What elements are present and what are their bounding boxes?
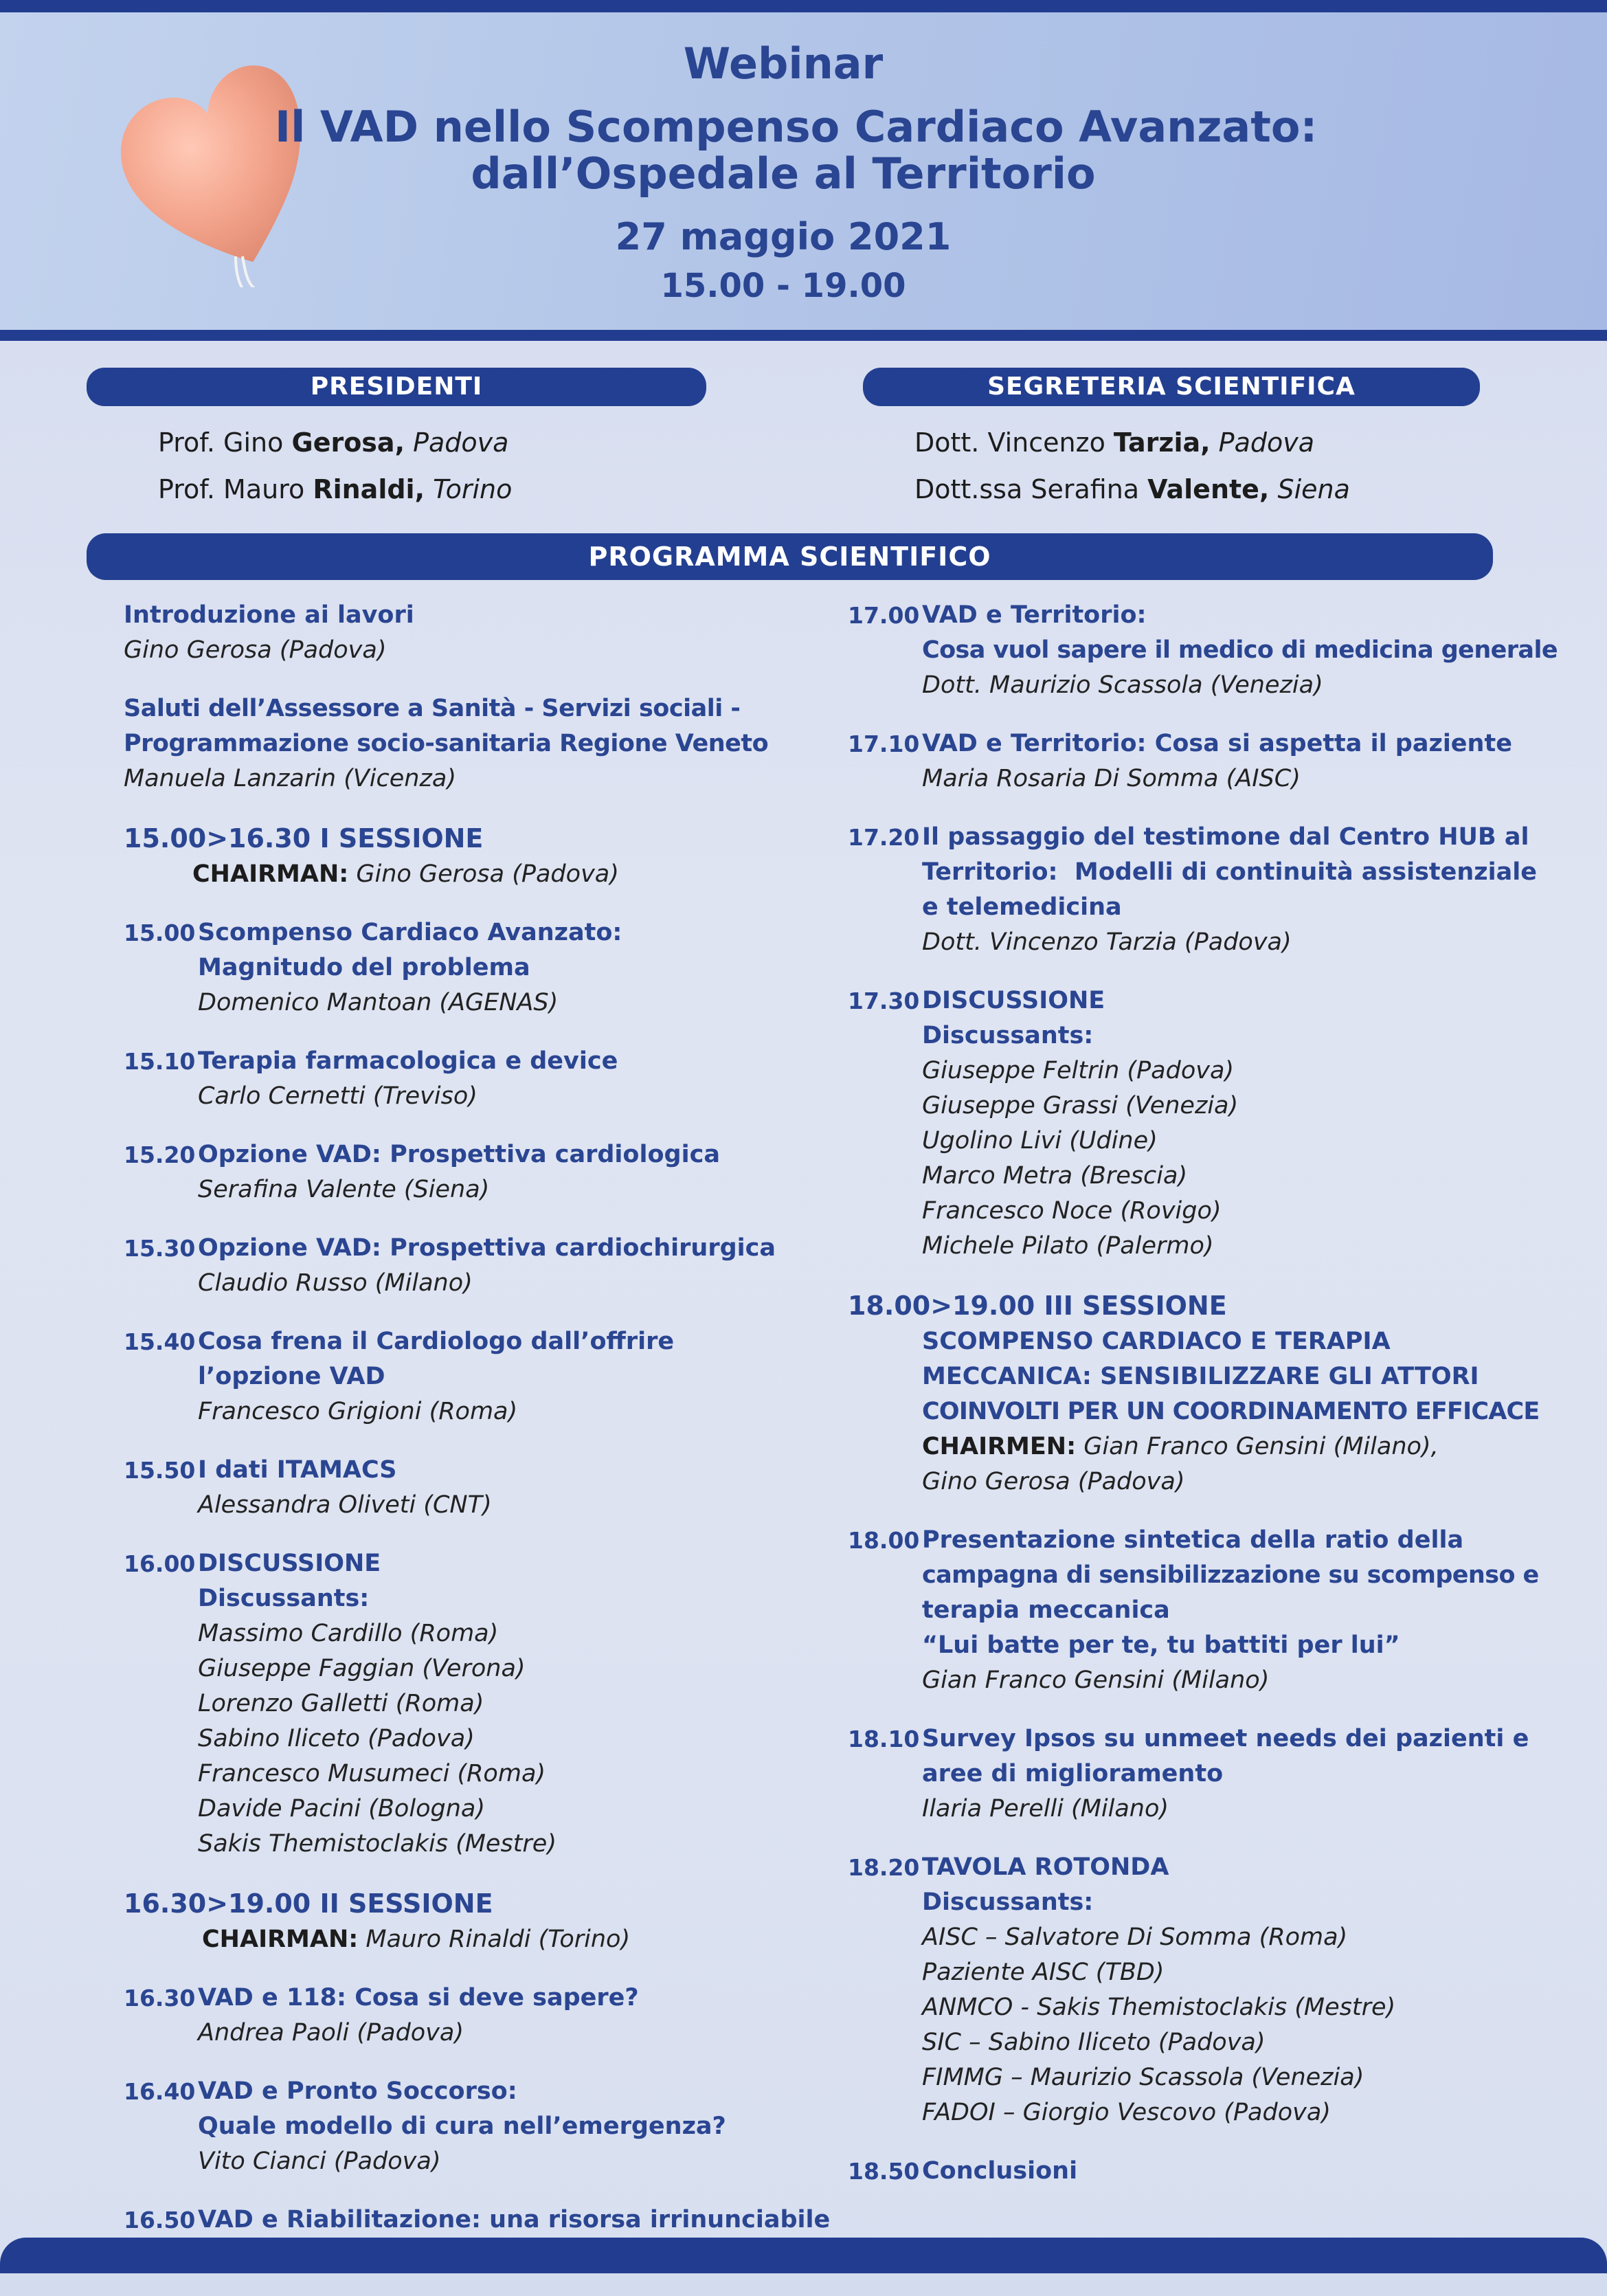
header-banner [0,12,1607,330]
discussant: Michele Pilato (Palermo) [922,1232,1214,1260]
segreteria-tarzia: Dott. Vincenzo Tarzia, Padova [914,427,1315,458]
discussant: Marco Metra (Brescia) [922,1162,1188,1190]
discussant: Sakis Themistoclakis (Mestre) [198,1830,557,1858]
top-border [0,0,1607,12]
presidente-rinaldi: Prof. Mauro Rinaldi, Torino [158,474,513,504]
session-2-header: 16.30>19.00 II SESSIONE CHAIRMAN: Mauro Rinaldi (Torino) [124,1888,631,1953]
discussant: Francesco Noce (Rovigo) [922,1197,1222,1225]
program-item-1600: 16.00 DISCUSSIONE Discussants: Massimo Cardillo (Roma) Giuseppe Faggian (Verona) Lorenzo Galletti (Roma) Sabino Iliceto (Padova) Francesco Musumeci (Roma) Davide Pacini (Bologna) Sakis Themistoclakis (Mestre) [124,1546,824,1862]
discussant: SIC – Sabino Iliceto (Padova) [922,2029,1266,2056]
program-item-1530: 15.30 Opzione VAD: Prospettiva cardiochirurgica Claudio Russo (Milano) [124,1234,776,1297]
program-item-intro: Introduzione ai lavori Gino Gerosa (Padova) [124,601,414,664]
discussant: Paziente AISC (TBD) [922,1959,1165,1986]
discussant: Lorenzo Galletti (Roma) [198,1690,484,1717]
discussant: Ugolino Livi (Udine) [922,1127,1158,1155]
program-item-1850: 18.50 Conclusioni [848,2157,1078,2185]
program-item-1520: 15.20 Opzione VAD: Prospettiva cardiologica Serafina Valente (Siena) [124,1141,720,1203]
program-item-1700: 17.00 VAD e Territorio: Cosa vuol sapere il medico di medicina generale Dott. Maurizio Scassola (Venezia) [848,601,1558,699]
program-item-1500: 15.00 Scompenso Cardiaco Avanzato: Magnitudo del problema Domenico Mantoan (AGENAS) [124,919,622,1016]
presidenti-heading: PRESIDENTI [87,368,706,406]
segreteria-heading: SEGRETERIA SCIENTIFICA [863,368,1480,406]
discussant: Giuseppe Faggian (Verona) [198,1655,526,1682]
event-time: 15.00 - 19.00 [660,267,906,305]
program-item-1720: 17.20 Il passaggio del testimone dal Centro HUB al Territorio: Modelli di continuità assistenziale e telemedicina Dott. Vincenzo Tarzia (Padova) [848,823,1538,956]
webinar-label: Webinar [683,38,884,89]
program-item-1730: 17.30 DISCUSSIONE Discussants: Giuseppe Feltrin (Padova) Giuseppe Grassi (Venezia) Ugolino Livi (Udine) Marco Metra (Brescia) Francesco Noce (Rovigo) Michele Pilato (Palermo) [848,983,1576,1264]
program-item-1510: 15.10 Terapia farmacologica e device Carlo Cernetti (Treviso) [124,1047,618,1110]
program-item-1640: 16.40 VAD e Pronto Soccorso: Quale modello di cura nell’emergenza? Vito Cianci (Padova) [124,2077,726,2175]
presidente-gerosa: Prof. Gino Gerosa, Padova [158,427,509,458]
session-1-header: 15.00>16.30 I SESSIONE CHAIRMAN: Gino Gerosa (Padova) [124,823,619,888]
banner-divider [0,330,1607,341]
bottom-border [0,2238,1607,2273]
title-line-2: dall’Ospedale al Territorio [471,148,1096,199]
discussant: AISC – Salvatore Di Somma (Roma) [922,1924,1348,1951]
discussant: ANMCO - Sakis Themistoclakis (Mestre) [922,1994,1396,2021]
program-item-1650: 16.50 VAD e Riabilitazione: una risorsa irrinunciabile [124,2206,831,2233]
session-3-header: 18.00>19.00 III SESSIONE SCOMPENSO CARDIACO E TERAPIA MECCANICA: SENSIBILIZZARE GLI ATTORI COINVOLTI PER UN COORDINAMENTO EFFICACE CHAIRMEN: Gian Franco Gensini (Milano), Gino Gerosa (Padova) [848,1291,1540,1495]
programma-heading: PROGRAMMA SCIENTIFICO [87,533,1493,580]
program-right-column [848,598,1576,2212]
program-item-1810: 18.10 Survey Ipsos su unmeet needs dei pazienti e aree di miglioramento Ilaria Perelli (Milano) [848,1725,1529,1823]
title-line-1: Il VAD nello Scompenso Cardiaco Avanzato: [275,102,1318,152]
program-item-1710: 17.10 VAD e Territorio: Cosa si aspetta il paziente Maria Rosaria Di Somma (AISC) [848,730,1512,792]
event-date: 27 maggio 2021 [615,215,952,258]
discussant: Giuseppe Feltrin (Padova) [922,1057,1235,1084]
discussant: FADOI – Giorgio Vescovo (Padova) [922,2099,1331,2126]
discussant: Davide Pacini (Bologna) [198,1795,485,1823]
program-item-1800: 18.00 Presentazione sintetica della ratio della campagna di sensibilizzazione su scompenso e terapia meccanica “Lui batte per te, tu battiti per lui” Gian Franco Gensini (Milano) [848,1526,1539,1694]
discussant: Massimo Cardillo (Roma) [198,1620,499,1647]
segreteria-valente: Dott.ssa Serafina Valente, Siena [914,474,1350,504]
discussant: Francesco Musumeci (Roma) [198,1760,546,1787]
program-item-saluti: Saluti dell’Assessore a Sanità - Servizi sociali - Programmazione socio-sanitaria Regione Veneto Manuela Lanzarin (Vicenza) [124,695,769,792]
program-item-1630: 16.30 VAD e 118: Cosa si deve sapere? Andrea Paoli (Padova) [124,1984,639,2047]
program-item-1550: 15.50 I dati ITAMACS Alessandra Oliveti (CNT) [124,1456,492,1519]
discussant: Sabino Iliceto (Padova) [198,1725,475,1752]
program-left-column [124,598,831,2296]
discussant: Giuseppe Grassi (Venezia) [922,1092,1239,1119]
discussant: FIMMG – Maurizio Scassola (Venezia) [922,2064,1364,2091]
program-item-1540: 15.40 Cosa frena il Cardiologo dall’offrire l’opzione VAD Francesco Grigioni (Roma) [124,1328,675,1425]
program-item-1820: 18.20 TAVOLA ROTONDA Discussants: AISC – Salvatore Di Somma (Roma) Paziente AISC (TBD) ANMCO - Sakis Themistoclakis (Mestre) SIC – Sabino Iliceto (Padova) FIMMG – Maurizio Scassola (Venezia) FADOI – Giorgio Vescovo (Padova) [848,1850,1576,2130]
